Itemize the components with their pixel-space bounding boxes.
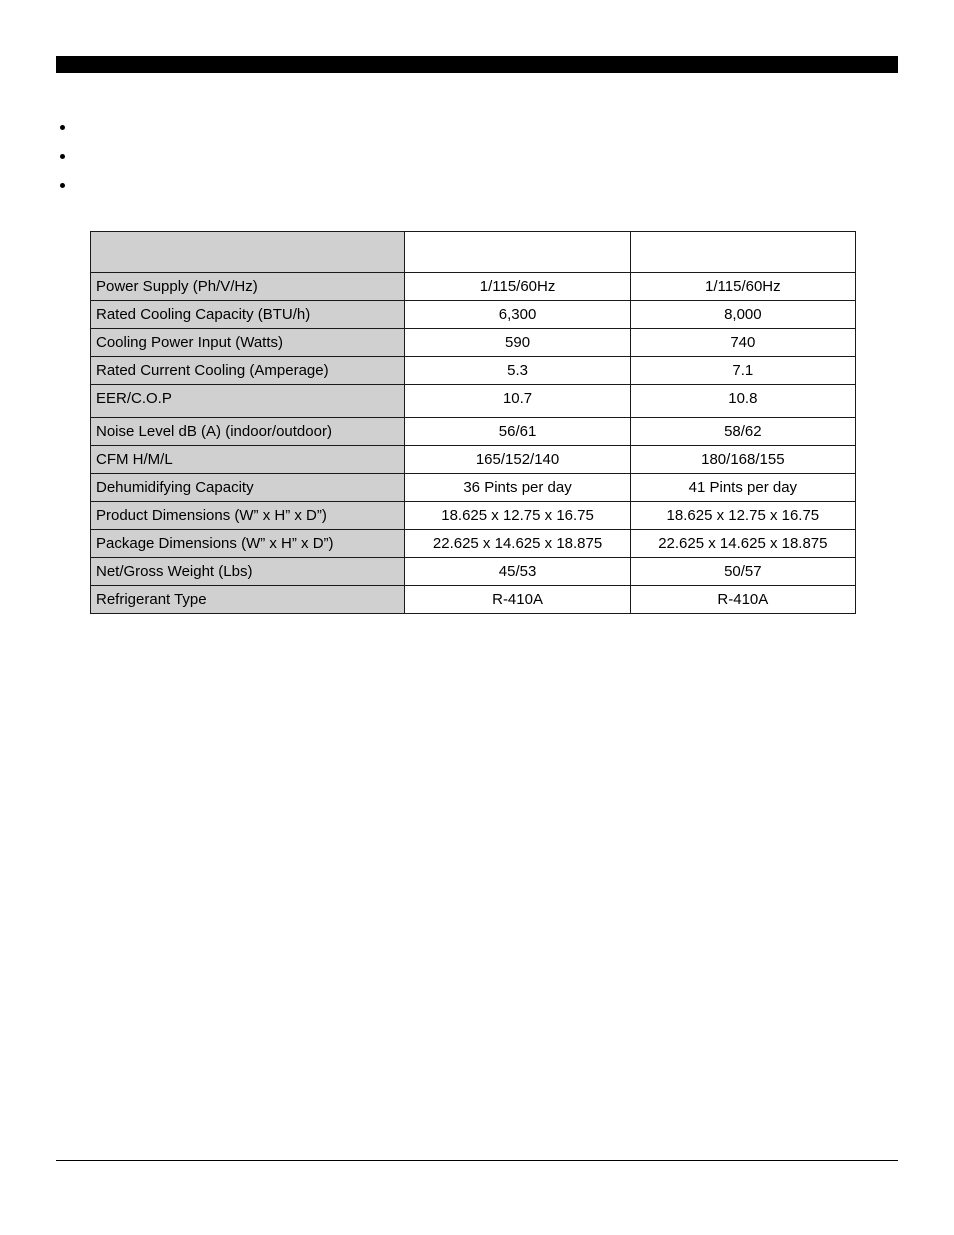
header-model-a-cell [405,232,630,273]
bullet-item [56,113,898,142]
row-value-b: 7.1 [630,357,855,385]
row-label: Refrigerant Type [91,586,405,614]
table-row [91,273,856,301]
row-value-a: 590 [405,329,630,357]
row-label: Package Dimensions (W” x H” x D”) [91,530,405,558]
table-row [91,474,856,502]
table-row [91,329,856,357]
row-value-b: 58/62 [630,418,855,446]
table-header-row [91,232,856,273]
row-value-b: 22.625 x 14.625 x 18.875 [630,530,855,558]
row-label: CFM H/M/L [91,446,405,474]
row-value-b: 8,000 [630,301,855,329]
row-value-a: 165/152/140 [405,446,630,474]
table-row [91,301,856,329]
row-value-a: 36 Pints per day [405,474,630,502]
header-model-b-cell [630,232,855,273]
table-row [91,385,856,418]
row-label: Rated Cooling Capacity (BTU/h) [91,301,405,329]
header-corner-cell [91,232,405,273]
table-row [91,446,856,474]
row-value-a: 56/61 [405,418,630,446]
table-row [91,586,856,614]
row-value-a: 10.7 [405,385,630,418]
row-label: Rated Current Cooling (Amperage) [91,357,405,385]
row-value-a: R-410A [405,586,630,614]
bullet-dot-icon [60,154,65,159]
row-value-b: 1/115/60Hz [630,273,855,301]
row-value-a: 5.3 [405,357,630,385]
row-value-b: 10.8 [630,385,855,418]
specifications-table [90,231,856,614]
table-row [91,502,856,530]
bullet-item [56,171,898,200]
row-label: Dehumidifying Capacity [91,474,405,502]
row-label: Cooling Power Input (Watts) [91,329,405,357]
bullet-item [56,142,898,171]
row-label: EER/C.O.P [91,385,405,418]
row-value-a: 22.625 x 14.625 x 18.875 [405,530,630,558]
row-label: Net/Gross Weight (Lbs) [91,558,405,586]
table-row [91,530,856,558]
row-value-b: 41 Pints per day [630,474,855,502]
table-row [91,357,856,385]
feature-bullet-list [56,113,898,200]
section-title-bar [56,56,898,73]
bullet-dot-icon [60,183,65,188]
row-value-a: 6,300 [405,301,630,329]
row-value-b: 180/168/155 [630,446,855,474]
row-label: Power Supply (Ph/V/Hz) [91,273,405,301]
bullet-dot-icon [60,125,65,130]
row-value-b: 18.625 x 12.75 x 16.75 [630,502,855,530]
table-row [91,418,856,446]
row-value-b: 740 [630,329,855,357]
row-value-a: 1/115/60Hz [405,273,630,301]
row-value-b: R-410A [630,586,855,614]
row-label: Noise Level dB (A) (indoor/outdoor) [91,418,405,446]
table-row [91,558,856,586]
row-value-a: 18.625 x 12.75 x 16.75 [405,502,630,530]
row-value-b: 50/57 [630,558,855,586]
footer-divider [56,1160,898,1161]
row-label: Product Dimensions (W” x H” x D”) [91,502,405,530]
row-value-a: 45/53 [405,558,630,586]
